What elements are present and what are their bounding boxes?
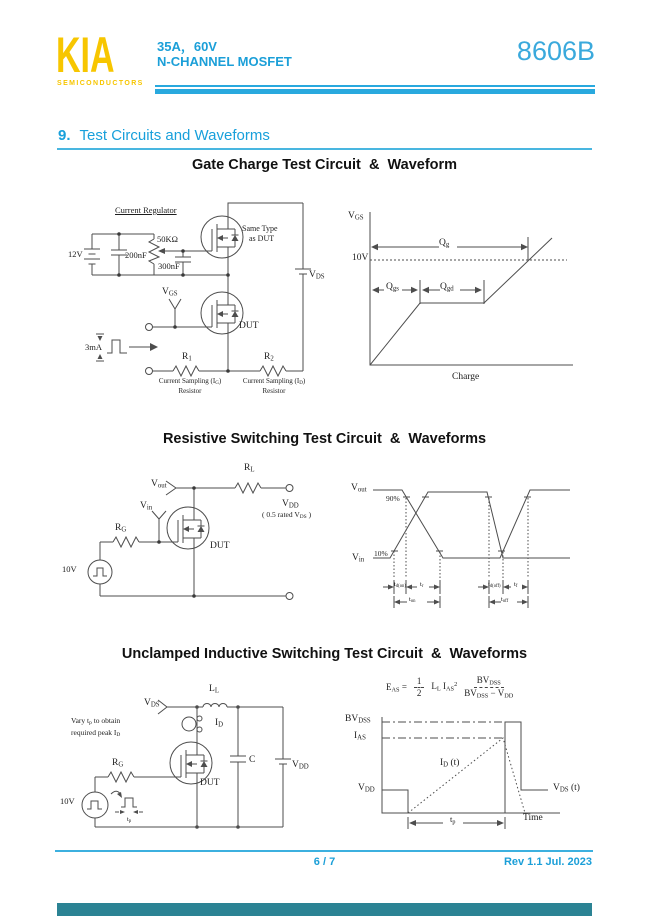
label-f2-vout: $V_{out}$ (151, 479, 167, 490)
label-12v: 12V (68, 249, 83, 259)
section-number: 9. (58, 127, 71, 144)
label-wf1-qg: $Q_g$ (439, 238, 450, 249)
label-wf3-vdd: $V_{DD}$ (358, 783, 375, 794)
label-f3-vary-1: Vary $t_p$ to obtain (71, 716, 121, 727)
label-50kohm: 50KΩ (157, 234, 178, 244)
label-sampling-ig: Current Sampling $(I_G)$ (158, 377, 222, 387)
label-wf3-vdst: $V_{DS}$ (t) (553, 783, 580, 794)
brand-logo-subtitle: SEMICONDUCTORS (57, 80, 144, 87)
device-type: N-CHANNEL MOSFET (157, 54, 292, 69)
fig2-waveform-svg (345, 470, 595, 620)
label-wf3-tp: $t_p$ (450, 814, 456, 826)
eq-mid: $L_L$ $I_{AS}^2$ (431, 681, 458, 694)
label-wf2-tf: $t_f$ (514, 581, 518, 590)
label-wf2-vout: $V_{out}$ (351, 483, 367, 494)
label-r1: $R_1$ (182, 352, 192, 363)
section-underline (57, 148, 592, 150)
label-wf3-idt: $I_D$ (t) (440, 758, 460, 769)
label-wf2-tdon: $t_{d(on)}$ (394, 581, 406, 590)
label-f3-tp: $t_p$ (127, 816, 132, 825)
label-wf1-qgs: $Q_{gs}$ (386, 282, 399, 293)
label-wf1-10v: 10V (352, 253, 369, 263)
label-f3-10v: 10V (60, 796, 75, 806)
device-rating: 35A，60V (157, 39, 217, 54)
label-sampling-id-resistor: Resistor (262, 387, 286, 395)
page-number: 6 / 7 (313, 856, 336, 868)
label-3ma: 3mA (85, 342, 102, 352)
label-wf2-tdoff: $t_{d(off)}$ (488, 581, 501, 590)
brand-logo: KIA (56, 27, 115, 83)
label-wf1-charge: Charge (452, 372, 480, 382)
label-sampling-id: Current Sampling $(I_D)$ (242, 377, 306, 387)
header-rule-thin (155, 85, 595, 87)
label-same-type-2: as DUT (249, 234, 275, 243)
label-wf1-qgd: $Q_{gd}$ (440, 282, 454, 293)
label-f2-vdd-note: ( 0.5 rated $V_{DS}$ ) (262, 510, 312, 521)
label-f3-id: $I_D$ (215, 718, 224, 729)
label-wf3-bvdss: $BV_{DSS}$ (345, 714, 371, 725)
label-f3-rg: $R_G$ (112, 758, 124, 769)
eq-lhs: $E_{AS}$ = (386, 681, 407, 694)
section-heading (58, 127, 270, 144)
label-f3-vds: $V_{DS}$ (144, 698, 160, 709)
label-wf2-90: 90% (386, 494, 400, 503)
label-dut: DUT (239, 321, 259, 331)
label-wf2-ton: $t_{on}$ (409, 596, 416, 605)
header-rule-thick (155, 89, 595, 94)
label-f3-ll: $L_L$ (209, 684, 219, 695)
label-200nf: 200nF (125, 250, 147, 260)
label-vgs: $V_{GS}$ (162, 287, 178, 298)
eq-half-num: 1 (414, 676, 425, 687)
fig2-title: Resistive Switching Test Circuit & Waveforms (162, 431, 487, 447)
label-sampling-ig-resistor: Resistor (178, 387, 202, 395)
footer-rule (55, 850, 593, 852)
section-title: Test Circuits and Waveforms (79, 127, 270, 144)
label-vds: $V_{DS}$ (309, 270, 325, 281)
eq-half-den: 2 (416, 687, 422, 698)
label-f2-rl: $R_L$ (244, 463, 255, 474)
label-f2-vdd: $V_{DD}$ (282, 499, 299, 510)
part-number: 8606B (516, 36, 595, 66)
eq-bv-num: $BV_{DSS}$ (474, 675, 504, 688)
label-wf2-10: 10% (374, 549, 388, 558)
revision-date: Rev 1.1 Jul. 2023 (503, 856, 592, 868)
label-f2-10v: 10V (62, 564, 77, 574)
label-same-type-1: Same Type (242, 224, 278, 233)
fig1-circuit-svg (62, 193, 337, 403)
label-f3-dut: DUT (200, 778, 220, 788)
label-f2-rg: $R_G$ (115, 523, 127, 534)
label-f3-c: C (249, 755, 256, 765)
fig1-waveform-svg (345, 200, 595, 390)
label-wf2-vin: $V_{in}$ (352, 553, 365, 564)
label-f2-vin: $V_{in}$ (140, 501, 153, 512)
label-300nf: 300nF (158, 261, 180, 271)
label-f2-dut: DUT (210, 541, 230, 551)
fig2-circuit-svg (60, 455, 335, 610)
eq-bv-den: $BV_{DSS} - V_{DD}$ (464, 687, 514, 700)
fig3-waveform-svg (345, 672, 600, 840)
label-wf3-time: Time (523, 813, 543, 823)
label-wf2-tr: $t_r$ (420, 581, 424, 590)
label-wf2-toff: $t_{off}$ (501, 596, 509, 605)
label-wf1-vgs: $V_{GS}$ (348, 211, 364, 222)
bottom-accent-bar (57, 903, 592, 916)
label-r2: $R_2$ (264, 352, 274, 363)
fig3-title: Unclamped Inductive Switching Test Circuit & Waveforms (121, 646, 528, 662)
label-current-regulator: Current Regulator (115, 205, 177, 215)
label-f3-vary-2: required peak $I_D$ (71, 728, 121, 739)
label-wf3-ias: $I_{AS}$ (354, 731, 366, 742)
label-f3-vdd: $V_{DD}$ (292, 760, 309, 771)
fig1-title: Gate Charge Test Circuit & Waveform (191, 157, 458, 173)
